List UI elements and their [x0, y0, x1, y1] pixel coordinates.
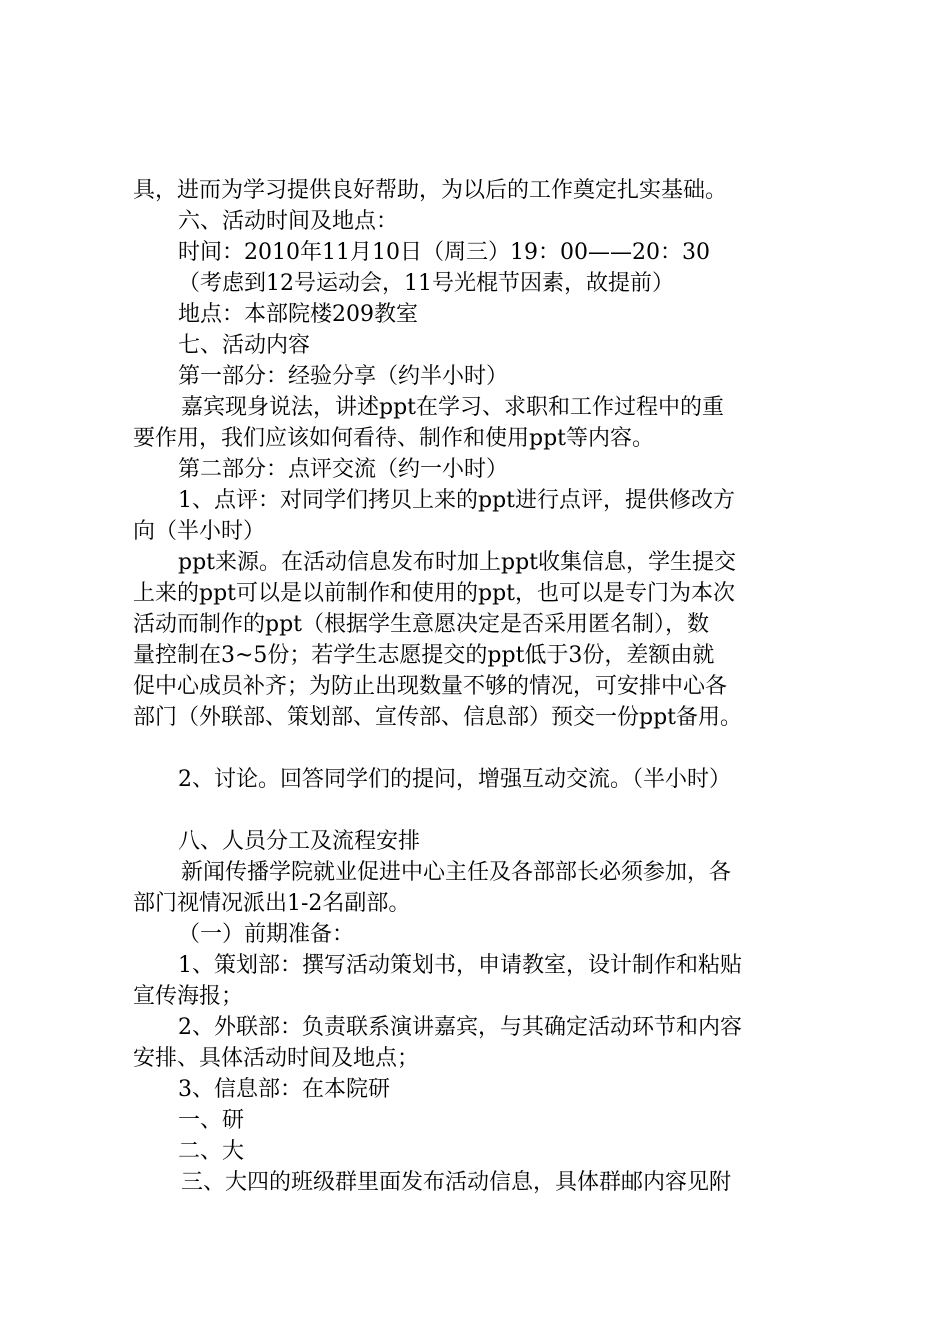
text-line: 具，进而为学习提供良好帮助，为以后的工作奠定扎实基础。	[133, 178, 728, 203]
text-line: 三、大四的班级群里面发布活动信息，具体群邮内容见附	[181, 1170, 732, 1195]
text-line: 新闻传播学院就业促进中心主任及各部部长必须参加，各	[181, 860, 732, 885]
subsection-heading: 第一部分：经验分享（约半小时）	[178, 364, 509, 389]
text-line: 安排、具体活动时间及地点；	[133, 1046, 420, 1071]
section-heading: 七、活动内容	[178, 333, 311, 358]
text-line: 上来的ppt可以是以前制作和使用的ppt，也可以是专门为本次	[133, 581, 736, 606]
text-line: 1、策划部：撰写活动策划书，申请教室，设计制作和粘贴	[178, 953, 742, 978]
text-line: 向（半小时）	[133, 519, 266, 544]
text-line: 宣传海报；	[133, 984, 244, 1009]
text-line: 1、点评：对同学们拷贝上来的ppt进行点评，提供修改方	[178, 488, 736, 513]
text-line: 3、信息部：在本院研	[178, 1077, 390, 1102]
blank-line	[133, 795, 833, 826]
text-line: 2、外联部：负责联系演讲嘉宾，与其确定活动环节和内容	[178, 1015, 742, 1040]
section-heading: 六、活动时间及地点：	[178, 209, 399, 234]
text-line: 部门（外联部、策划部、宣传部、信息部）预交一份ppt备用。	[133, 705, 743, 730]
text-line: ppt来源。在活动信息发布时加上ppt收集信息，学生提交	[178, 550, 737, 575]
section-heading: 八、人员分工及流程安排	[178, 829, 421, 854]
text-line: 促中心成员补齐；为防止出现数量不够的情况，可安排中心各	[133, 674, 728, 699]
text-line: 部门视情况派出1-2名副部。	[133, 891, 411, 916]
text-line: 活动而制作的ppt（根据学生意愿决定是否采用匿名制），数	[133, 612, 710, 637]
text-line: 2、讨论。回答同学们的提问，增强互动交流。（半小时）	[178, 767, 731, 792]
document-body	[133, 175, 833, 1198]
text-line: （考虑到12号运动会，11号光棍节因素，故提前）	[178, 271, 674, 296]
text-line: 地点：本部院楼209教室	[178, 302, 418, 327]
text-line: 嘉宾现身说法，讲述ppt在学习、求职和工作过程中的重	[181, 395, 725, 420]
blank-line	[133, 733, 833, 764]
text-line: 量控制在3~5份；若学生志愿提交的ppt低于3份，差额由就	[133, 643, 715, 668]
subsection-heading: 第二部分：点评交流（约一小时）	[178, 457, 509, 482]
text-line: 时间：2010年11月10日（周三）19：00——20：30	[178, 240, 710, 265]
text-line: 要作用，我们应该如何看待、制作和使用ppt等内容。	[133, 426, 655, 451]
subsection-heading: （一）前期准备：	[178, 922, 355, 947]
text-line: 一、研	[178, 1108, 245, 1133]
text-line: 二、大	[178, 1139, 245, 1164]
